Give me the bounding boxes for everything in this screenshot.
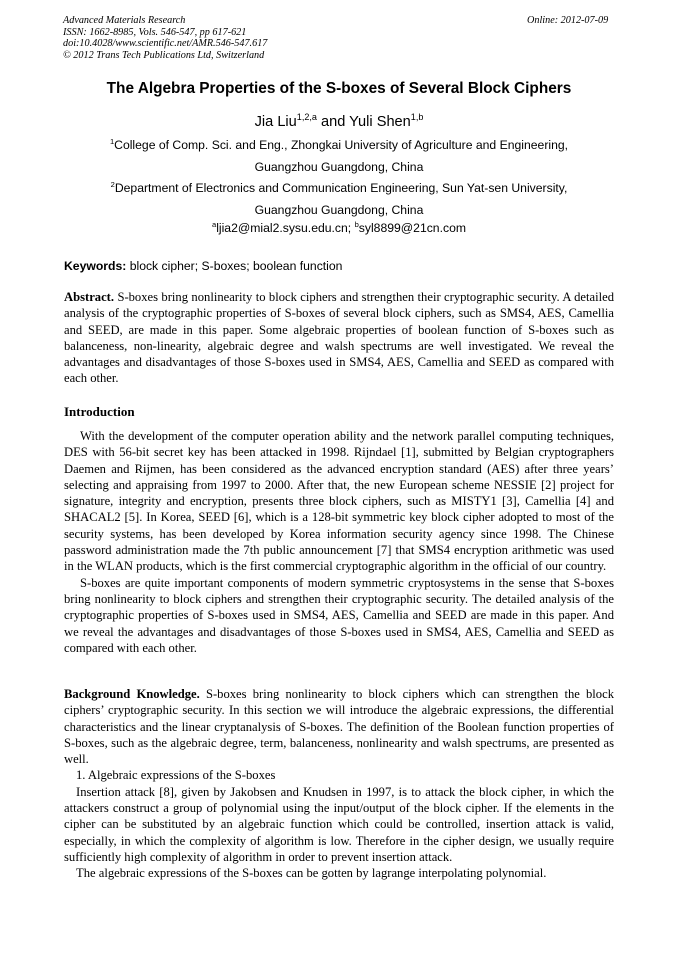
affiliation-2-line1: Department of Electronics and Communication Engineering, Sun Yat-sen University, xyxy=(114,181,568,195)
abstract xyxy=(64,289,614,387)
journal-header xyxy=(63,15,267,61)
introduction-body xyxy=(64,428,614,656)
affiliation-1-line1: College of Comp. Sci. and Eng., Zhongkai University of Agriculture and Engineering, xyxy=(114,138,569,152)
online-date: Online: 2012-07-09 xyxy=(527,15,609,26)
affiliation-2-sup: 2 xyxy=(110,179,115,189)
introduction-heading: Introduction xyxy=(64,404,135,419)
background-paragraph-3: The algebraic expressions of the S-boxes can be gotten by lagrange interpolating polynomial. xyxy=(76,866,547,881)
background-paragraph-1: S-boxes bring nonlinearity to block ciphers which can strengthen the block ciphers’ cryptographic security. In this section we will introduce the algebraic expressions, the differential characteristics and the linear cryptanalysis of S-boxes. The definition of the Boolean function properties of S-boxes, such as the algebraic degree, term, balanceness, nonlinearity and walsh spectrums, are presented as well. xyxy=(64,687,614,767)
doi-line: doi:10.4028/www.scientific.net/AMR.546-547.617 xyxy=(63,38,268,50)
affiliation-2 xyxy=(0,181,678,195)
abstract-label: Abstract. xyxy=(64,290,115,304)
copyright-line: © 2012 Trans Tech Publications Ltd, Switzerland xyxy=(63,49,265,61)
background-label: Background Knowledge. xyxy=(64,687,200,701)
email-b-sup: b xyxy=(354,219,359,229)
affiliation-1-city: Guangzhou Guangdong, China xyxy=(254,160,424,174)
author-emails xyxy=(0,221,678,235)
background-subheading: 1. Algebraic expressions of the S-boxes xyxy=(76,768,276,783)
keywords-text: block cipher; S-boxes; boolean function xyxy=(129,259,343,273)
affiliation-1-sup: 1 xyxy=(109,136,115,146)
keywords-label: Keywords: xyxy=(64,259,127,273)
affiliation-1 xyxy=(0,138,678,152)
journal-name: Advanced Materials Research xyxy=(63,15,186,26)
background-paragraph-2: Insertion attack [8], given by Jakobsen and Knudsen in 1997, is to attack the block cipher, in which the attackers construct a group of polynomial using the input/output of the block cipher. If the elements in the cipher can be substituted by an algebraic function which could be controlled, insertion attack is valid, especially, in which the complexity of algorithm is low. Therefore in the cipher design, we usually require sufficiently high complexity of algorithm in order to prevent insertion attack. xyxy=(64,784,614,864)
introduction-paragraph-2: S-boxes are quite important components of modern symmetric cryptosystems in the sense that S-boxes bring nonlinearity to block ciphers and strengthen their cryptographic security. The detailed analysis of the cryptographic properties of S-boxes used in SMS4, AES, Camellia and SEED are made in this paper. And we reveal the advantages and disadvantages of those S-boxes used in SMS4, AES, Camellia and SEED as compared with each other. xyxy=(64,575,614,655)
paper-title: The Algebra Properties of the S-boxes of Several Block Ciphers xyxy=(106,80,572,97)
author-2: Yuli Shen xyxy=(349,114,411,130)
introduction-paragraph-1: With the development of the computer operation ability and the network parallel computing techniques, DES with 56-bit secret key has been attacked in 1998. Rijndael [1], submitted by Belgian cryptographers Daemen and Rijmen, has been considered as the advanced encryption standard (AES) after three years’ selecting and appraising from 1997 to 2000. After that, the new European scheme NESSIE [2] project for signature, integrity and encryption, presents three block ciphers, such as MISTY1 [3], Camellia [4] and SHACAL2 [5]. In Korea, SEED [6], which is a 128-bit symmetric key block cipher adopted to most of the security systems, has been developed by Korea information security agency since 1998. The Chinese password administration made the 7th public announcement [7] that SMS4 encryption arithmetic was used in the WLAN products, which is the first commercial cryptographic algorithm in the official of our country. xyxy=(64,429,614,574)
author-line xyxy=(0,114,678,130)
email-b[interactable]: syl8899@21cn.com xyxy=(358,221,466,235)
author-connector: and xyxy=(316,114,350,130)
background-section xyxy=(64,686,614,882)
author-2-sup: 1,b xyxy=(410,112,424,123)
author-1: Jia Liu xyxy=(254,114,297,130)
affiliation-2-city: Guangzhou Guangdong, China xyxy=(254,203,424,217)
abstract-text: S-boxes bring nonlinearity to block ciphers and strengthen their cryptographic security. A detailed analysis of the cryptographic properties of S-boxes of several block ciphers, such as SMS4, AES, Camellia and SEED, are made in this paper. Some algebraic properties of boolean function of S-boxes such as balanceness, non-linearity, algebraic degree and walsh spectrums are well investigated. We reveal the advantages and disadvantages of those S-boxes used in SMS4, AES, Camellia and SEED as compared with each other. xyxy=(64,290,614,386)
issn-line: ISSN: 1662-8985, Vols. 546-547, pp 617-621 xyxy=(63,26,247,38)
email-a-sup: a xyxy=(211,219,217,229)
keywords xyxy=(64,259,342,273)
author-1-sup: 1,2,a xyxy=(296,112,317,123)
email-a[interactable]: ljia2@mial2.sysu.edu.cn; xyxy=(216,221,352,235)
